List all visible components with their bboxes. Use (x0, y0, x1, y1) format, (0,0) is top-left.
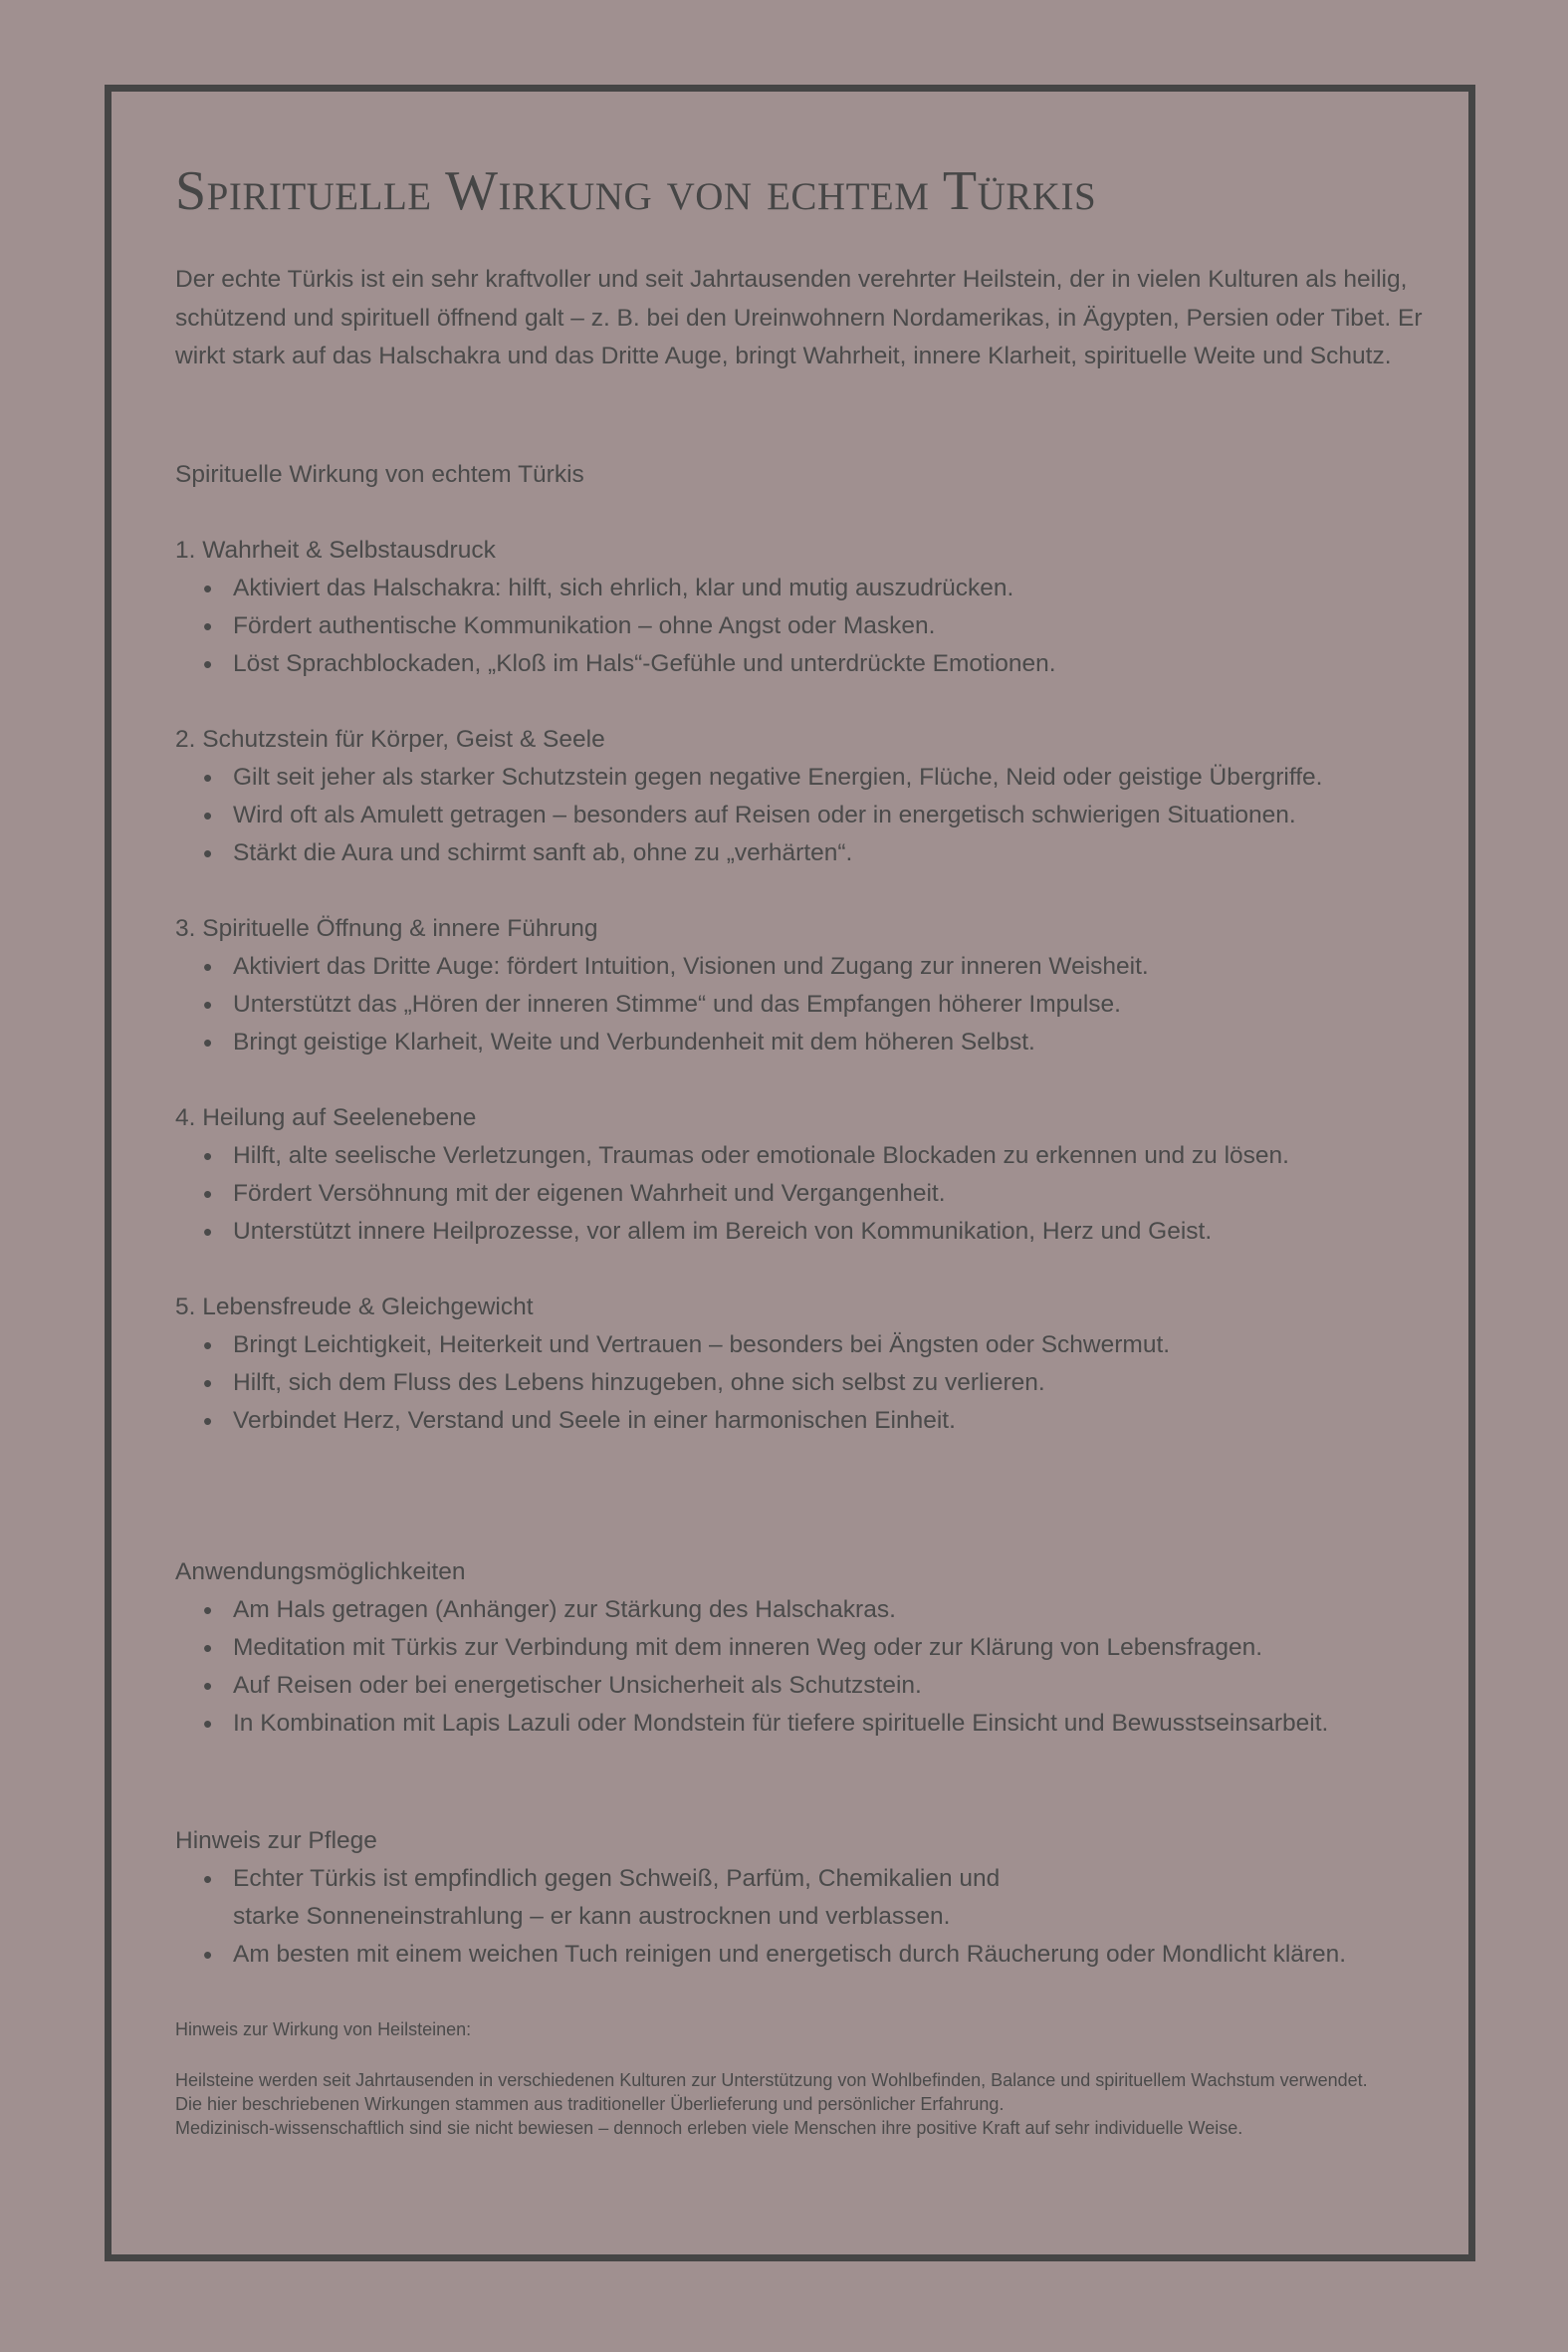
note-line: Medizinisch-wissenschaftlich sind sie nicht bewiesen – dennoch erleben viele Menschen ihre positive Kraft auf sehr individuelle Weise. (175, 2117, 1243, 2138)
section (175, 532, 1430, 683)
bullet-item: • Fördert authentische Kommunikation – ohne Angst oder Masken. (175, 607, 1430, 645)
bullet-item: • Stärkt die Aura und schirmt sanft ab, ohne zu „verhärten“. (175, 834, 1430, 872)
bullet-item: • Bringt geistige Klarheit, Weite und Verbundenheit mit dem höheren Selbst. (175, 1024, 1430, 1061)
bullet-item: • Am Hals getragen (Anhänger) zur Stärkung des Halschakras. (175, 1591, 1430, 1629)
bullet-item: • Gilt seit jeher als starker Schutzstein gegen negative Energien, Flüche, Neid oder geistige Übergriffe. (175, 759, 1430, 797)
bullet-item: • Unterstützt das „Hören der inneren Stimme“ und das Empfangen höherer Impulse. (175, 986, 1430, 1024)
bullet-item: • Am besten mit einem weichen Tuch reinigen und energetisch durch Räucherung oder Mondlicht klären. (175, 1936, 1430, 1974)
bullet-item: • Auf Reisen oder bei energetischer Unsicherheit als Schutzstein. (175, 1667, 1430, 1705)
section-title: 5. Lebensfreude & Gleichgewicht (175, 1293, 534, 1320)
bullet-item: • Aktiviert das Halschakra: hilft, sich ehrlich, klar und mutig auszudrücken. (175, 570, 1430, 607)
applications-section (175, 1553, 1430, 1743)
section-title: 2. Schutzstein für Körper, Geist & Seele (175, 725, 605, 753)
bullet-item: • Löst Sprachblockaden, „Kloß im Hals“-Gefühle und unterdrückte Emotionen. (175, 645, 1430, 683)
sections-list (175, 532, 1430, 1440)
section (175, 721, 1430, 872)
note-line: Heilsteine werden seit Jahrtausenden in verschiedenen Kulturen zur Unterstützung von Wohlbefinden, Balance und spirituellem Wachstum verwendet. (175, 2069, 1368, 2090)
note-title: Hinweis zur Wirkung von Heilsteinen: (175, 2018, 472, 2039)
bullet-item: • In Kombination mit Lapis Lazuli oder Mondstein für tiefere spirituelle Einsicht und Bewusstseinsarbeit. (175, 1705, 1430, 1743)
care-section (175, 1822, 1430, 1974)
note-text (175, 2068, 1430, 2140)
section (175, 1099, 1430, 1251)
bullet-item: • Fördert Versöhnung mit der eigenen Wahrheit und Vergangenheit. (175, 1175, 1430, 1213)
section (175, 910, 1430, 1061)
bullet-item: • Hilft, sich dem Fluss des Lebens hinzugeben, ohne sich selbst zu verlieren. (175, 1364, 1430, 1402)
bullet-item: • Unterstützt innere Heilprozesse, vor allem im Bereich von Kommunikation, Herz und Geist. (175, 1213, 1430, 1251)
section-title: 1. Wahrheit & Selbstausdruck (175, 536, 496, 564)
page-title: Spirituelle Wirkung von echtem Türkis (175, 160, 1097, 222)
care-title: Hinweis zur Pflege (175, 1826, 377, 1854)
section-title: 3. Spirituelle Öffnung & innere Führung (175, 914, 598, 942)
applications-title: Anwendungsmöglichkeiten (175, 1557, 466, 1585)
subtitle: Spirituelle Wirkung von echtem Türkis (175, 460, 584, 488)
note-line: Die hier beschriebenen Wirkungen stammen aus traditioneller Überlieferung und persönlicher Erfahrung. (175, 2093, 1005, 2114)
intro-paragraph: Der echte Türkis ist ein sehr kraftvoller und seit Jahrtausenden verehrter Heilstein, der in vielen Kulturen als heilig, schützend und spirituell öffnend galt – z. B. bei den Ureinwohnern Nordamerikas, in Ägypten, Persien oder Tibet. Er wirkt stark auf das Halschakra und das Dritte Auge, bringt Wahrheit, innere Klarheit, spirituelle Weite und Schutz. (175, 266, 1423, 369)
bullet-item: • Aktiviert das Dritte Auge: fördert Intuition, Visionen und Zugang zur inneren Weisheit. (175, 948, 1430, 986)
bullet-item: • Meditation mit Türkis zur Verbindung mit dem inneren Weg oder zur Klärung von Lebensfragen. (175, 1629, 1430, 1667)
section (175, 1289, 1430, 1440)
bullet-item: • Echter Türkis ist empfindlich gegen Schweiß, Parfüm, Chemikalien und starke Sonneneinstrahlung – er kann austrocknen und verblassen. (175, 1860, 1011, 1936)
section-title: 4. Heilung auf Seelenebene (175, 1103, 477, 1131)
document-content (175, 159, 1430, 2140)
bullet-item: • Hilft, alte seelische Verletzungen, Traumas oder emotionale Blockaden zu erkennen und zu lösen. (175, 1137, 1430, 1175)
bullet-item: • Wird oft als Amulett getragen – besonders auf Reisen oder in energetisch schwierigen Situationen. (175, 797, 1430, 834)
bullet-item: • Verbindet Herz, Verstand und Seele in einer harmonischen Einheit. (175, 1402, 1430, 1440)
bullet-item: • Bringt Leichtigkeit, Heiterkeit und Vertrauen – besonders bei Ängsten oder Schwermut. (175, 1326, 1430, 1364)
